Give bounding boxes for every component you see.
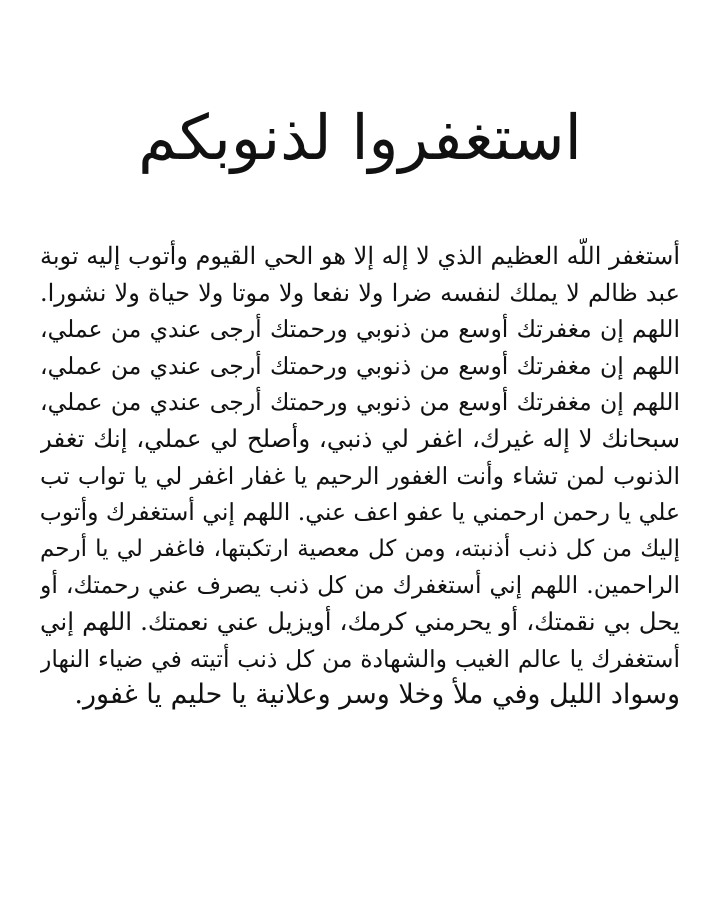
- text-line: الراحمين. اللهم إني أستغفرك من كل ذنب يصرف عني رحمتك، أو: [40, 571, 680, 600]
- page-title: استغفروا لذنوبكم: [138, 101, 582, 174]
- text-line: عبد ظالم لا يملك لنفسه ضرا ولا نفعا ولا موتا ولا حياة ولا نشورا.: [40, 278, 680, 307]
- text-line: أستغفرك يا عالم الغيب والشهادة من كل ذنب أتيته في ضياء النهار: [40, 644, 680, 673]
- text-line: أستغفر اللَّه العظيم الذي لا إله إلا هو الحي القيوم وأتوب إليه توبة: [40, 242, 680, 270]
- text-line: اللهم إن مغفرتك أوسع من ذنوبي ورحمتك أرجى عندي من عملي،: [40, 351, 680, 380]
- text-line: علي يا رحمن ارحمني يا عفو اعف عني. اللهم إني أستغفرك وأتوب: [40, 498, 680, 527]
- text-line: سبحانك لا إله غيرك، اغفر لي ذنبي، وأصلح لي عملي، إنك تغفر: [40, 423, 680, 453]
- text-line: اللهم إن مغفرتك أوسع من ذنوبي ورحمتك أرجى عندي من عملي،: [40, 388, 680, 417]
- text-line: يحل بي نقمتك، أو يحرمني كرمك، أويزيل عني نعمتك. اللهم إني: [40, 606, 680, 636]
- text-line: اللهم إن مغفرتك أوسع من ذنوبي ورحمتك أرجى عندي من عملي،: [40, 315, 680, 344]
- text-line: وسواد الليل وفي ملأ وخلا وسر وعلانية يا حليم يا غفور.: [74, 679, 680, 711]
- text-line: إليك من كل ذنب أذنبته، ومن كل معصية ارتكبتها، فاغفر لي يا أرحم: [40, 535, 680, 562]
- supplication-text: [40, 238, 680, 714]
- text-line: الذنوب لمن تشاء وأنت الغفور الرحيم يا غفار اغفر لي يا تواب تب: [40, 461, 680, 490]
